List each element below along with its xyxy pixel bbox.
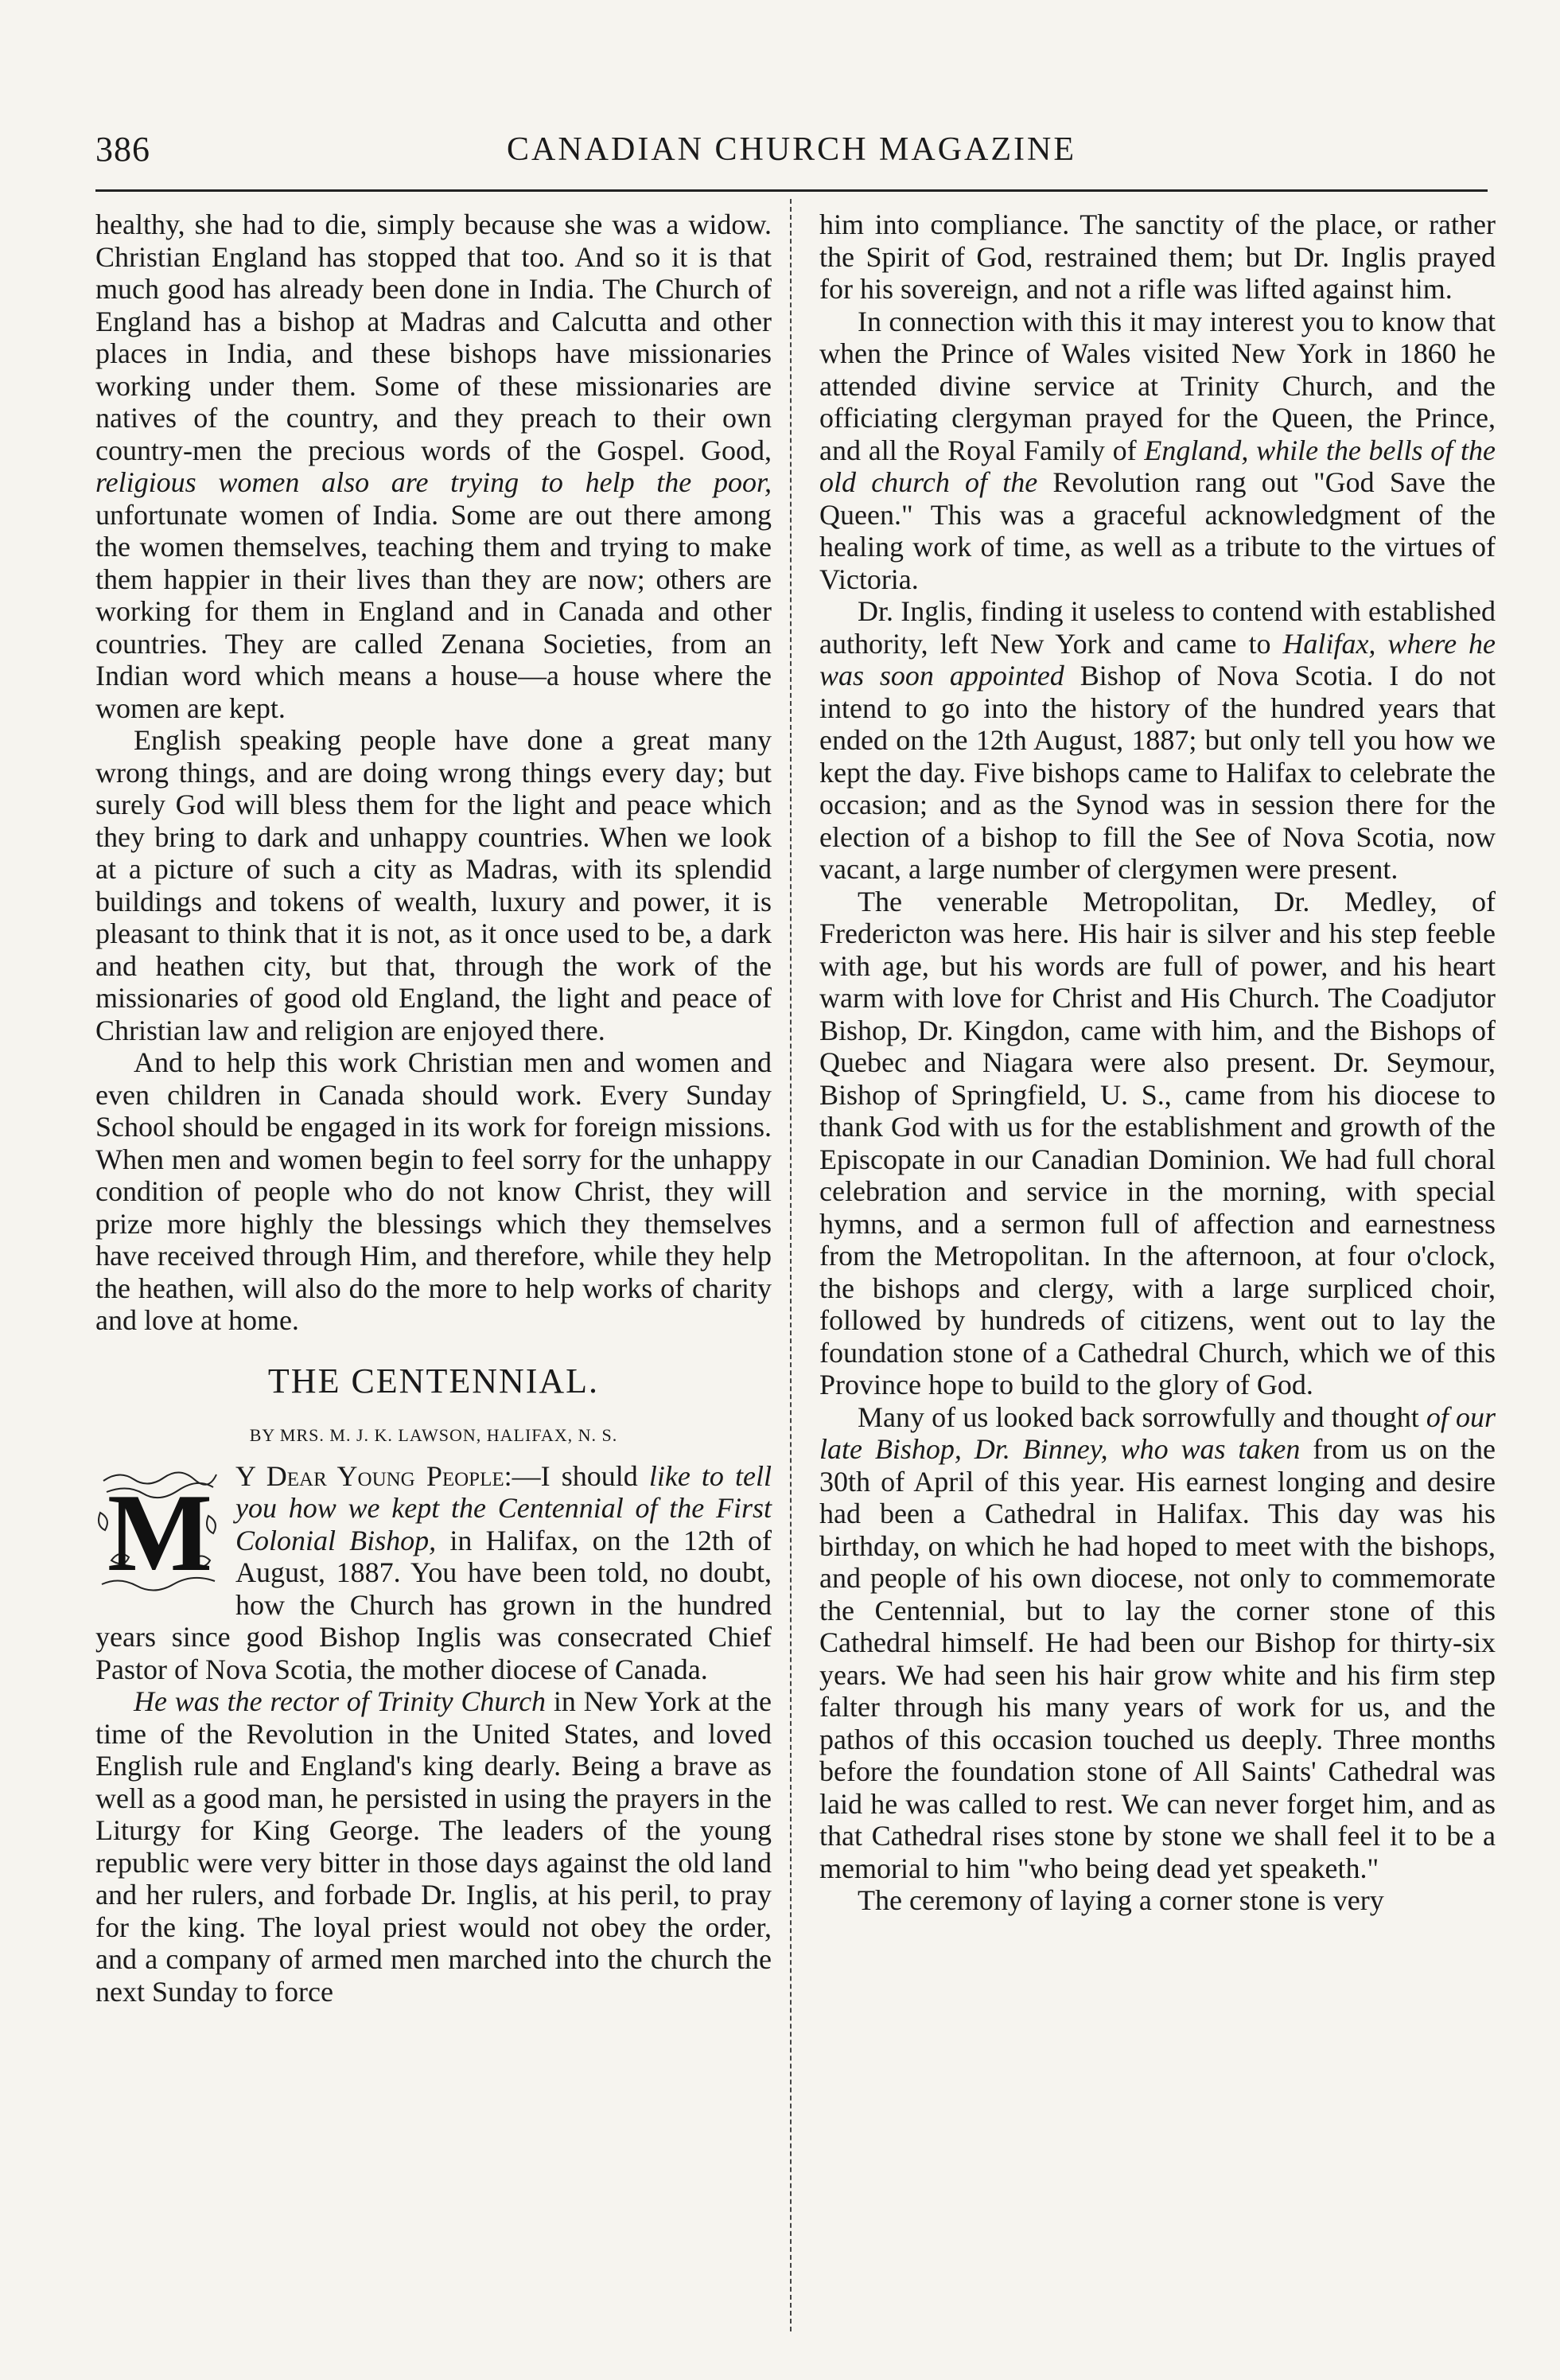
paragraph-help-this-work: And to help this work Christian men and women and even children in Canada should work. Every Sunday School should be engaged in its work for foreign missions. When men and women begin to feel sorry for the unhappy condition of people who do not know Christ, they will prize more highly the blessings which they themselves have received through Him, and therefore, while they help the heathen, will also do the more to help works of charity and love at home. [95, 1046, 772, 1336]
text-run: healthy, she had to die, simply because she was a widow. Christian England has stopped that too. And so it is that much good has already been done in India. The Church of England has a bishop at Madras and Calcutta and other places in India, and these bishops have missionaries working under them. Some of these missionaries are natives of the country, and they preach to their own country-men the precious words of the Gospel. Good, [95, 208, 772, 466]
right-column [819, 208, 1496, 1917]
paragraph-inglis-halifax [819, 595, 1496, 886]
text-run: :—I should [504, 1459, 649, 1492]
paragraph-india-missions [95, 208, 772, 724]
italic-run: Halifax, where he was soon appointed [819, 627, 1496, 691]
text-run: from us on the 30th of April of this year. His earnest longing and desire had been a Cathedral in Halifax. This day was his birthday, on which he had hoped to meet with the bishops, and people of his own diocese, not only to commemorate the Centennial, but to lay the corner stone of this Cathedral himself. He had been our Bishop for thirty-six years. We had seen his hair grow white and his firm step falter through his many years of work for us, and the pathos of this occasion touched us deeply. Three months before the foundation stone of All Saints' Cathedral was laid he was called to rest. We can never forget him, and as that Cathedral rises stone by stone we shall feel it to be a memorial to him "who being dead yet speaketh." [819, 1433, 1496, 1884]
italic-run: England, while the bells of the old church of the [819, 434, 1496, 498]
running-title: CANADIAN CHURCH MAGAZINE [507, 131, 1076, 168]
column-divider [790, 199, 792, 2331]
text-run: Many of us looked back sorrowfully and thought [858, 1400, 1426, 1433]
paragraph-ceremony: The ceremony of laying a corner stone is very [858, 1884, 1384, 1916]
paragraph-bishop-binney [819, 1401, 1496, 1885]
paragraph-english-speaking: English speaking people have done a great many wrong things, and are doing wrong things every day; but surely God will bless them for the light and peace which they bring to dark and unhappy countries. When we look at a picture of such a city as Madras, with its splendid buildings and tokens of wealth, luxury and power, it is pleasant to think that it is not, as it once used to be, a dark and heathen city, but that, through the work of the missionaries of good old England, the light and peace of Christian law and religion are enjoyed there. [95, 724, 772, 1046]
italic-run: of our late Bishop, Dr. Binney, who was taken [819, 1400, 1496, 1465]
text-run: Dr. Inglis, finding it useless to contend with established authority, left New York and came to [819, 595, 1496, 660]
italic-run: like to tell you how we kept the Centennial of the First Colonial Bishop, [235, 1459, 772, 1556]
page-header [95, 119, 1488, 175]
header-rule [95, 189, 1488, 192]
text-run: Revolution rang out "God Save the Queen." This was a graceful acknowledgment of the healing work of time, as well as a tribute to the virtues of Victoria. [819, 466, 1496, 595]
text-run: In connection with this it may interest you to know that when the Prince of Wales visited New York in 1860 he attended divine service at Trinity Church, and the officiating clergyman prayed for the Queen, the Prince, and all the Royal Family of [819, 305, 1496, 466]
text-run: Bishop of Nova Scotia. I do not intend to go into the history of the hundred years that ended on the 12th August, 1887; but only tell you how we kept the day. Five bishops came to Halifax to celebrate the occasion; and as the Synod was in session there for the election of a bishop to fill the See of Nova Scotia, now vacant, a large number of clergymen were present. [819, 660, 1496, 885]
text-run: in New York at the time of the Revolution in the United States, and loved English rule and England's king dearly. Being a brave as well as a good man, he persisted in using the prayers in the Liturgy for King George. The leaders of the young republic were very bitter in those days against the old land and her rulers, and forbade Dr. Inglis, at his peril, to pray for the king. The loyal priest would not obey the order, and a company of armed men marched into the church the next Sunday to force [95, 1685, 772, 2008]
ornamental-dropcap-m-icon [95, 1465, 224, 1599]
paragraph-dear-young-people [95, 1460, 772, 1686]
page-number: 386 [95, 130, 150, 169]
text-run: in Halifax, on the 12th of August, 1887. You have been told, no doubt, how the Church has grown in the hundred years since good Bishop Inglis was consecrated Chief Pastor of Nova Scotia, the mother diocese of Canada. [95, 1524, 772, 1685]
svg-text:M: M [107, 1470, 213, 1595]
paragraph-prince-of-wales [819, 306, 1496, 596]
text-run: unfortunate women of India. Some are out there among the women themselves, teaching them and trying to make them happier in their lives than they are now; others are working for them in England and in Canada and other countries. They are called Zenana Societies, from an Indian word which means a house—a house where the women are kept. [95, 498, 772, 724]
paragraph-metropolitan: The venerable Metropolitan, Dr. Medley, of Fredericton was here. His hair is silver and his step feeble with age, but his words are full of power, and his heart warm with love for Christ and His Church. The Coadjutor Bishop, Dr. Kingdon, came with him, and the Bishops of Quebec and Niagara were also present. Dr. Seymour, Bishop of Springfield, U. S., came from his diocese to thank God with us for the establishment and growth of the Episcopate in our Canadian Dominion. We had full choral celebration and service in the morning, with special hymns, and a sermon full of affection and earnestness from the Metropolitan. In the afternoon, at four o'clock, the bishops and clergy, with a large surpliced choir, followed by hundreds of citizens, went out to lay the foundation stone of a Cathedral Church, which we of this Province hope to build to the glory of God. [819, 885, 1496, 1400]
paragraph-compliance: him into compliance. The sanctity of the place, or rather the Spirit of God, restrained them; but Dr. Inglis prayed for his sovereign, and not a rifle was lifted against him. [819, 208, 1496, 305]
byline: BY MRS. M. J. K. LAWSON, HALIFAX, N. S. [249, 1425, 618, 1445]
section-title: THE CENTENNIAL. [267, 1361, 600, 1400]
italic-run: He was the rector of Trinity Church [134, 1685, 547, 1717]
left-column [95, 208, 772, 2008]
salutation: Y Dear Young People [235, 1459, 504, 1492]
paragraph-rector-trinity [95, 1685, 772, 2008]
italic-run: religious women also are trying to help the poor, [95, 466, 772, 498]
